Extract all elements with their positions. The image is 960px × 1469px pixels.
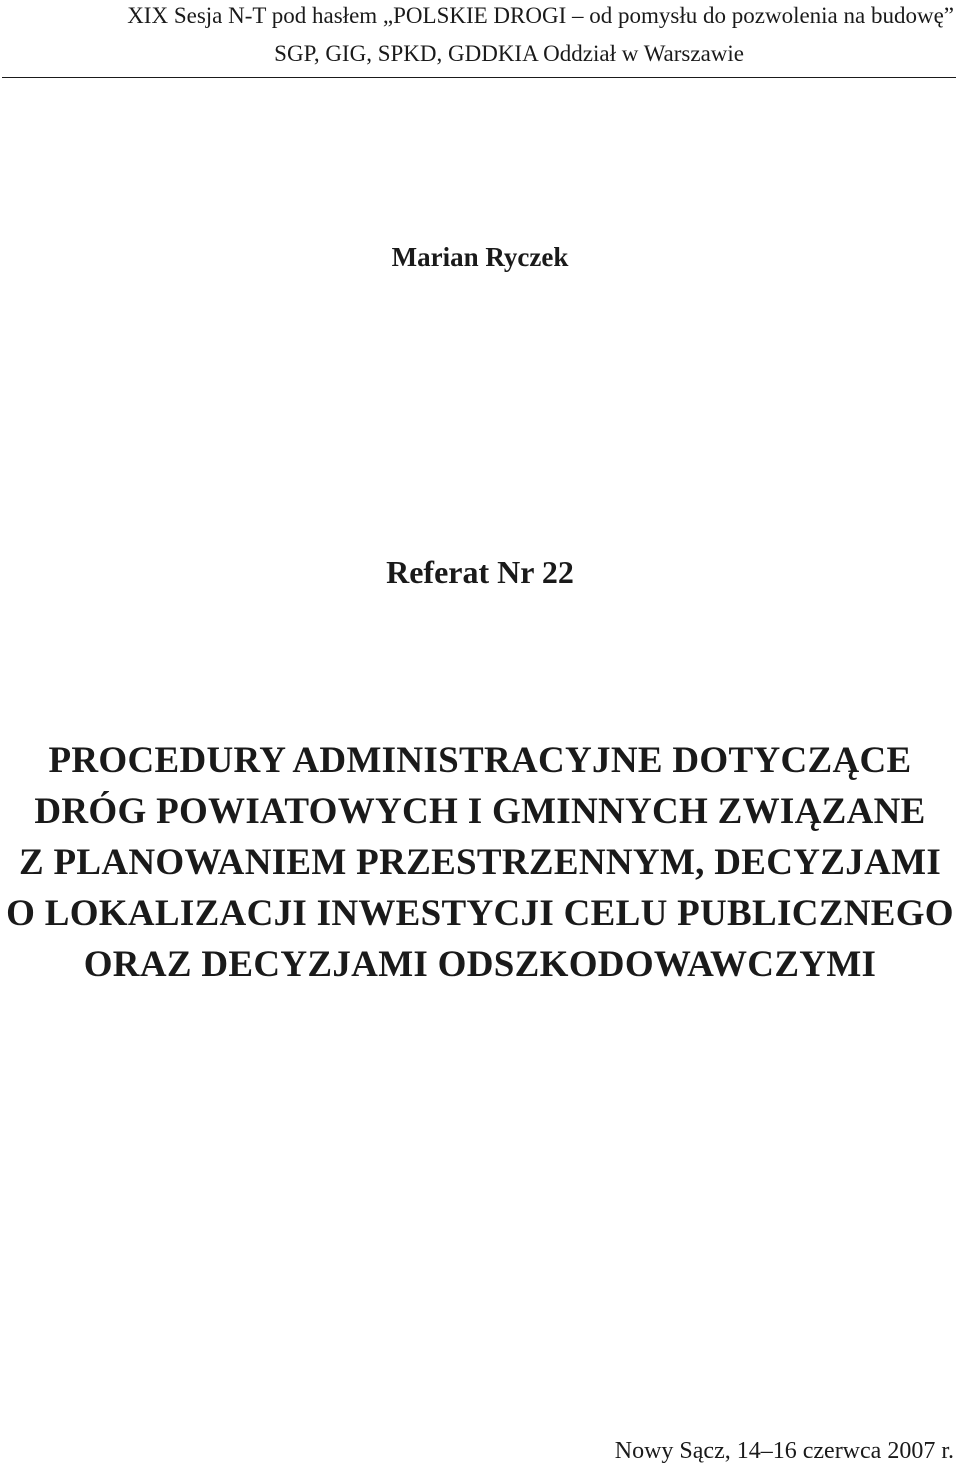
header-divider <box>2 77 956 78</box>
title-line: PROCEDURY ADMINISTRACYJNE DOTYCZĄCE <box>48 740 912 781</box>
place-and-date: Nowy Sącz, 14–16 czerwca 2007 r. <box>614 1438 954 1464</box>
organizers: SGP, GIG, SPKD, GDDKIA Oddział w Warszawie <box>274 41 744 66</box>
conference-title: XIX Sesja N-T pod hasłem „POLSKIE DROGI – od pomysłu do pozwolenia na budowę” <box>127 3 954 28</box>
title-line: O LOKALIZACJI INWESTYCJI CELU PUBLICZNEGO <box>6 893 954 934</box>
title-line: ORAZ DECYZJAMI ODSZKODOWAWCZYMI <box>83 944 877 985</box>
author-name: Marian Ryczek <box>391 242 569 272</box>
title-line: Z PLANOWANIEM PRZESTRZENNYM, DECYZJAMI <box>18 842 942 883</box>
title-line: DRÓG POWIATOWYCH I GMINNYCH ZWIĄZANE <box>34 791 926 832</box>
paper-number: Referat Nr 22 <box>386 554 574 590</box>
paper-title <box>0 735 960 990</box>
